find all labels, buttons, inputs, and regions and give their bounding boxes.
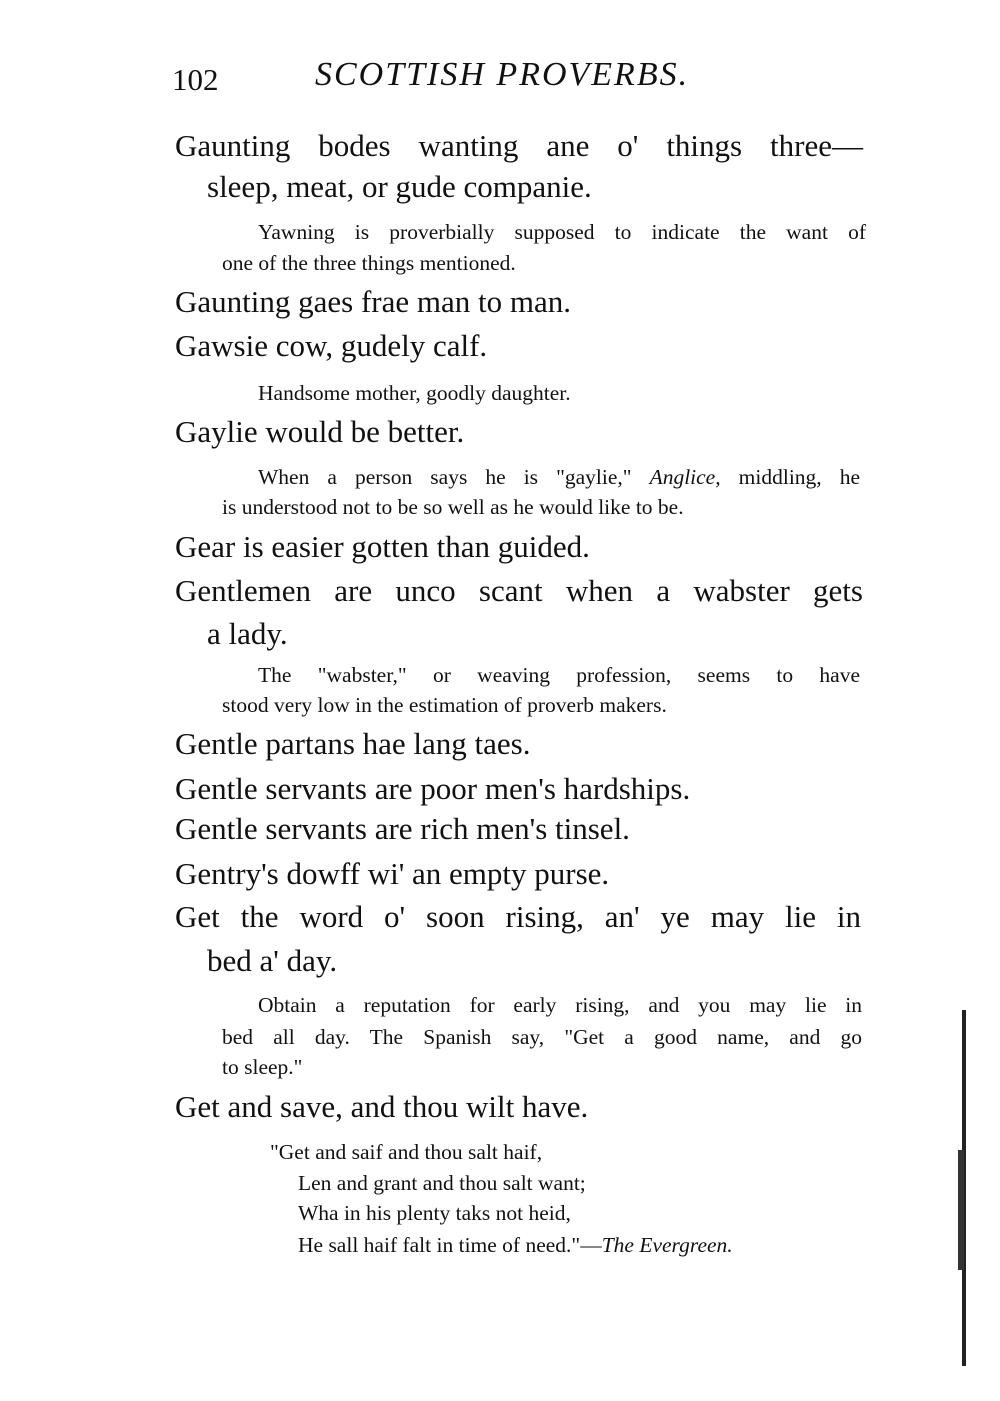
page-number: 102	[172, 62, 219, 97]
proverb-line: Gentle partans hae lang taes.	[175, 726, 531, 761]
proverb-line: Gentle servants are poor men's hardships.	[175, 771, 691, 806]
verse-line: Len and grant and thou salt want;	[298, 1171, 586, 1195]
proverb-line: Gentlemen are unco scant when a wabster gets	[175, 573, 863, 608]
verse-source: The Evergreen.	[601, 1233, 733, 1257]
proverb-line: Get and save, and thou wilt have.	[175, 1089, 589, 1124]
scan-edge-shadow	[958, 1150, 964, 1270]
note-line: The "wabster," or weaving profession, seems to have	[258, 663, 860, 687]
proverb-line: Gentle servants are rich men's tinsel.	[175, 811, 630, 846]
proverb-line: Get the word o' soon rising, an' ye may lie in	[175, 899, 861, 934]
proverb-line: Gentry's dowff wi' an empty purse.	[175, 856, 610, 891]
proverb-line: Gaunting gaes frae man to man.	[175, 284, 571, 319]
running-title: SCOTTISH PROVERBS.	[315, 56, 690, 93]
note-italic: Anglice,	[649, 465, 721, 489]
note-line: is understood not to be so well as he would like to be.	[222, 495, 684, 519]
proverb-line: sleep, meat, or gude companie.	[207, 169, 592, 204]
verse-line: "Get and saif and thou salt haif,	[270, 1140, 543, 1164]
note-text: When a person says he is "gaylie,"	[258, 465, 650, 489]
proverb-line: bed a' day.	[207, 943, 338, 978]
proverb-line: Gaylie would be better.	[175, 414, 465, 449]
verse-line	[298, 1233, 733, 1258]
note-line	[258, 465, 860, 490]
proverb-line: Gaunting bodes wanting ane o' things three—	[175, 128, 863, 163]
note-line: one of the three things mentioned.	[222, 251, 516, 275]
note-line: stood very low in the estimation of proverb makers.	[222, 693, 667, 717]
proverb-line: Gear is easier gotten than guided.	[175, 529, 590, 564]
verse-line: Wha in his plenty taks not heid,	[298, 1201, 571, 1225]
proverb-line: Gawsie cow, gudely calf.	[175, 328, 488, 363]
note-text: middling, he	[720, 465, 860, 489]
note-line: to sleep."	[222, 1055, 303, 1079]
proverb-line: a lady.	[207, 616, 288, 651]
note-line: Obtain a reputation for early rising, and you may lie in	[258, 993, 862, 1017]
note-line: Yawning is proverbially supposed to indicate the want of	[258, 220, 866, 244]
note-line: bed all day. The Spanish say, "Get a good name, and go	[222, 1025, 862, 1049]
note-line: Handsome mother, goodly daughter.	[258, 381, 571, 405]
verse-text: He sall haif falt in time of need."—	[298, 1233, 602, 1257]
